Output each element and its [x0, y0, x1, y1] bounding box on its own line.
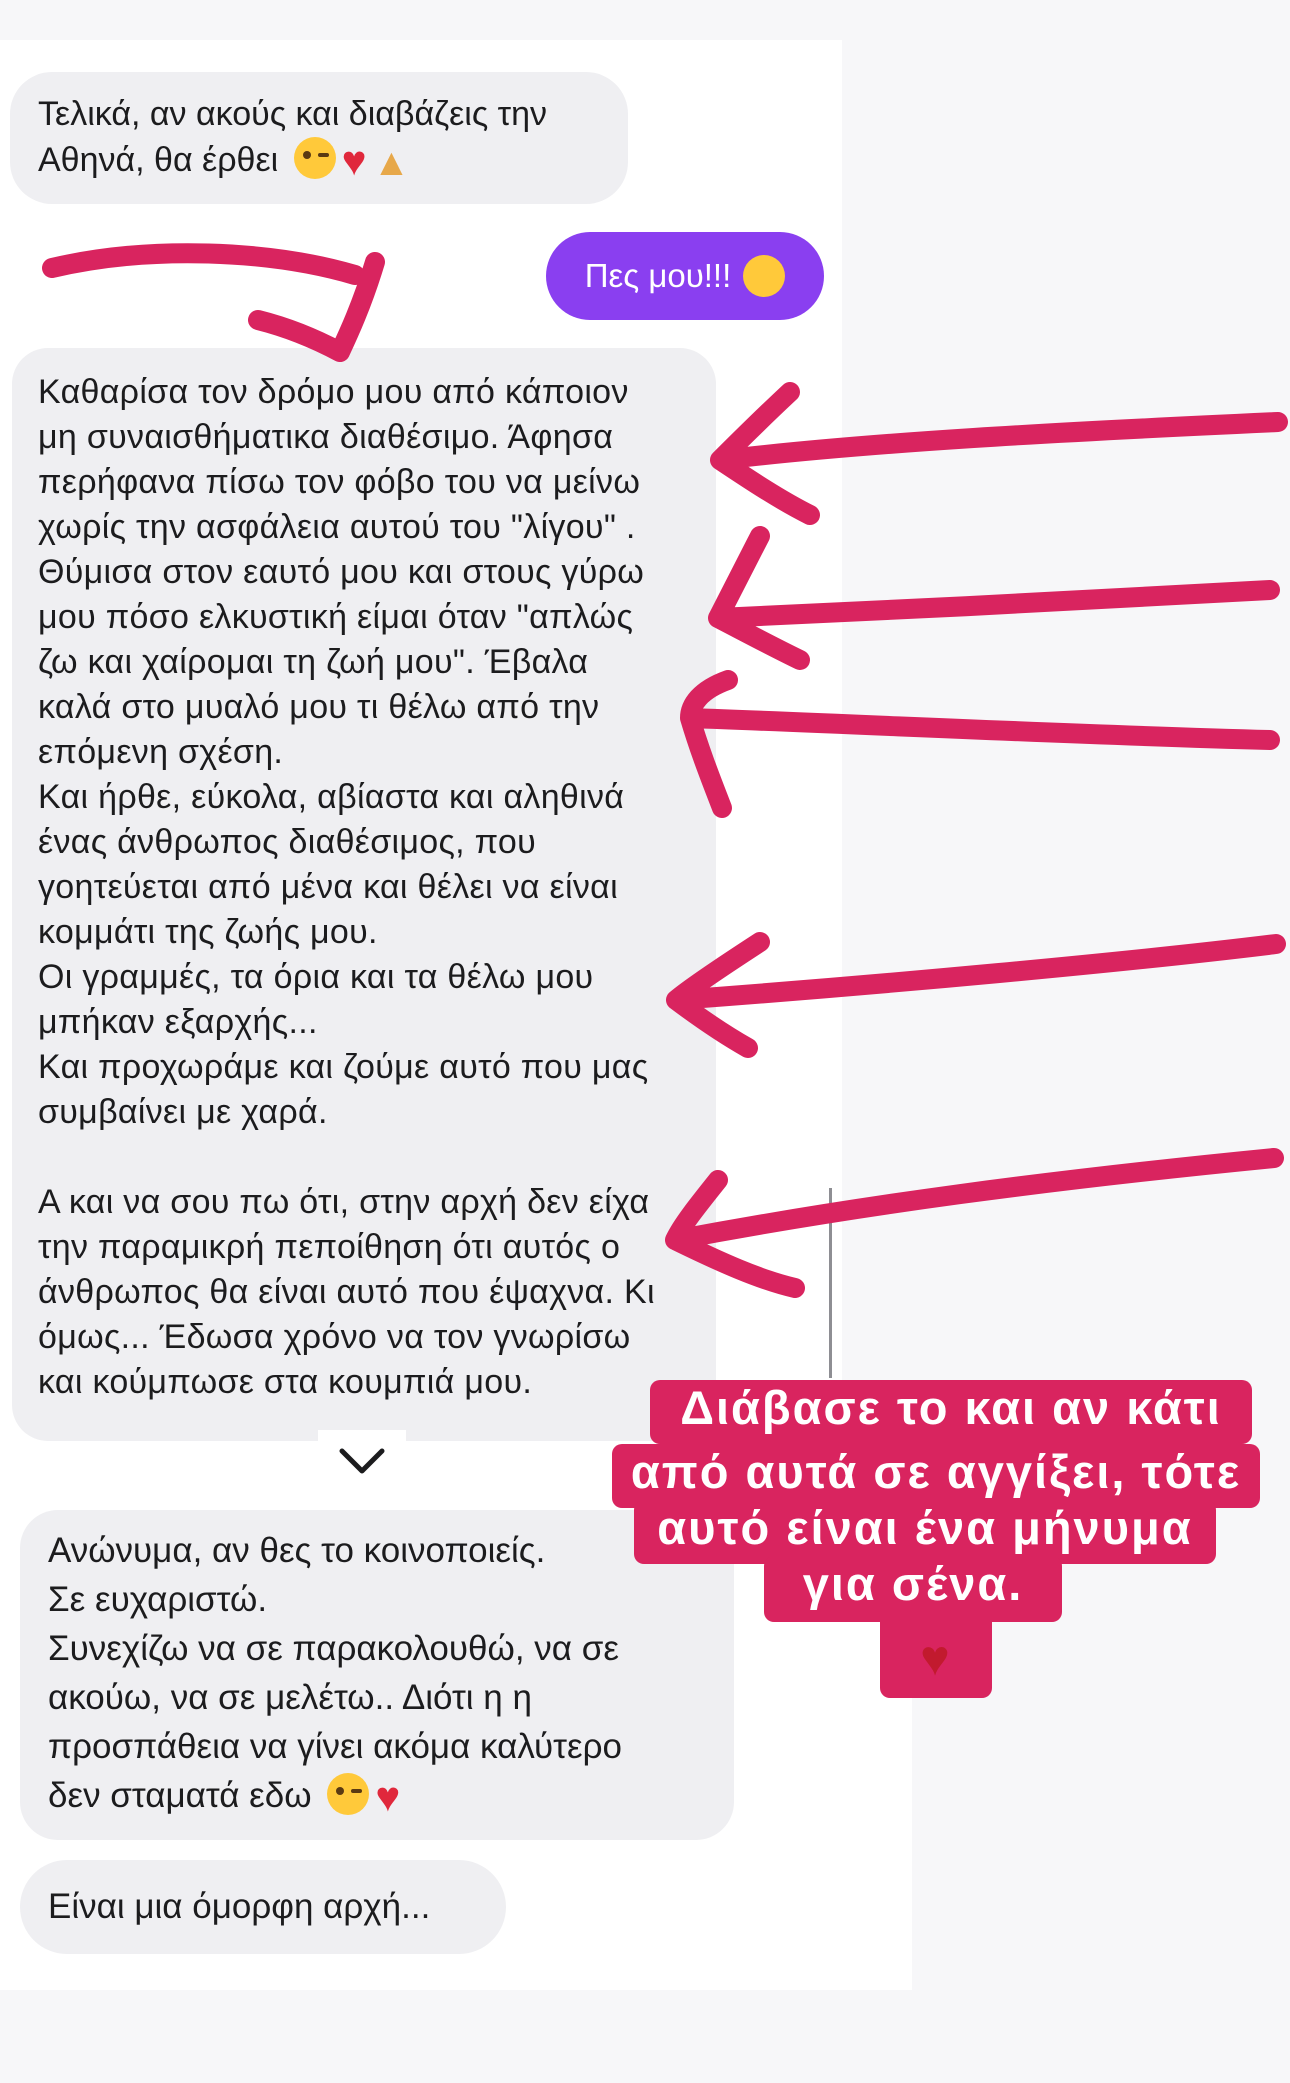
message-line: Οι γραμμές, τα όρια και τα θέλω μου [38, 958, 594, 996]
message-line: Α και να σου πω ότι, στην αρχή δεν είχα [38, 1183, 650, 1221]
winking-face-tongue-icon [294, 137, 336, 179]
message-text: Είναι μια όμορφη αρχή... [48, 1887, 431, 1926]
red-heart-icon: ♥ [375, 1773, 401, 1820]
folded-hands-icon: ▲ [372, 142, 411, 184]
message-line: καλά στο μυαλό μου τι θέλω από την [38, 688, 600, 726]
sent-message[interactable] [546, 232, 824, 320]
paragraph-gap [38, 1135, 690, 1180]
incoming-long-message[interactable] [12, 348, 716, 1441]
chevron-down-icon [338, 1446, 386, 1476]
message-line: ζω και χαίρομαι τη ζωή μου". Έβαλα [38, 643, 589, 681]
text-cursor [829, 1188, 832, 1378]
message-line: όμως... Έδωσα χρόνο να τον γνωρίσω [38, 1318, 631, 1356]
caption-line: για σένα. [764, 1556, 1062, 1622]
caption-heart [880, 1618, 992, 1698]
message-line: γοητεύεται από μένα και θέλει να είναι [38, 868, 618, 906]
message-text: Αθηνά, θα έρθει ♥ ▲ [38, 137, 411, 184]
message-line: συμβαίνει με χαρά. [38, 1093, 328, 1131]
message-line: προσπάθεια να γίνει ακόμα καλύτερο [48, 1727, 622, 1766]
incoming-message[interactable] [10, 72, 628, 204]
message-line: την παραμικρή πεποίθηση ότι αυτός ο [38, 1228, 621, 1266]
message-line: μπήκαν εξαρχής... [38, 1003, 318, 1041]
message-line: περήφανα πίσω τον φόβο του να μείνω [38, 463, 641, 501]
message-line: Σε ευχαριστώ. [48, 1580, 268, 1619]
message-line: Ανώνυμα, αν θες το κοινοποιείς. [48, 1531, 546, 1570]
red-heart-icon: ♥ [341, 137, 367, 184]
message-line: και κούμπωσε στα κουμπιά μου. [38, 1363, 533, 1401]
incoming-message[interactable] [20, 1860, 506, 1954]
message-line: μου πόσο ελκυστική είμαι όταν "απλώς [38, 598, 634, 636]
message-line: δεν σταματά εδω ♥ [48, 1773, 401, 1820]
message-line: χωρίς την ασφάλεια αυτού του "λίγου" . [38, 508, 636, 546]
winking-face-tongue-icon [327, 1773, 369, 1815]
message-line: επόμενη σχέση. [38, 733, 284, 771]
message-line: μη συναισθήματικα διαθέσιμο. Άφησα [38, 418, 614, 456]
message-text: Πες μου!!! [584, 257, 732, 294]
star-struck-icon [743, 255, 785, 297]
message-line: Και ήρθε, εύκολα, αβίαστα και αληθινά [38, 778, 625, 816]
incoming-message[interactable] [20, 1510, 734, 1840]
message-line: Και προχωράμε και ζούμε αυτό που μας [38, 1048, 649, 1086]
message-text: Τελικά, αν ακούς και διαβάζεις την [38, 95, 548, 133]
message-line: κομμάτι της ζωής μου. [38, 913, 378, 951]
message-line: άνθρωπος θα είναι αυτό που έψαχνα. Κι [38, 1273, 655, 1311]
caption-line: Διάβασε το και αν κάτι [650, 1380, 1252, 1444]
message-line: Συνεχίζω να σε παρακολουθώ, να σε [48, 1629, 619, 1668]
red-heart-icon: ♥ [920, 1630, 952, 1686]
caption-line: αυτό είναι ένα μήνυμα [634, 1500, 1216, 1564]
expand-button[interactable] [318, 1430, 406, 1492]
message-line: ένας άνθρωπος διαθέσιμος, που [38, 823, 537, 861]
message-line: ακούω, να σε μελέτω.. Διότι η η [48, 1678, 532, 1717]
message-line: Θύμισα στον εαυτό μου και στους γύρω [38, 553, 645, 591]
caption-line: από αυτά σε αγγίξει, τότε [612, 1444, 1260, 1508]
message-line: Καθαρίσα τον δρόμο μου από κάποιον [38, 373, 629, 411]
